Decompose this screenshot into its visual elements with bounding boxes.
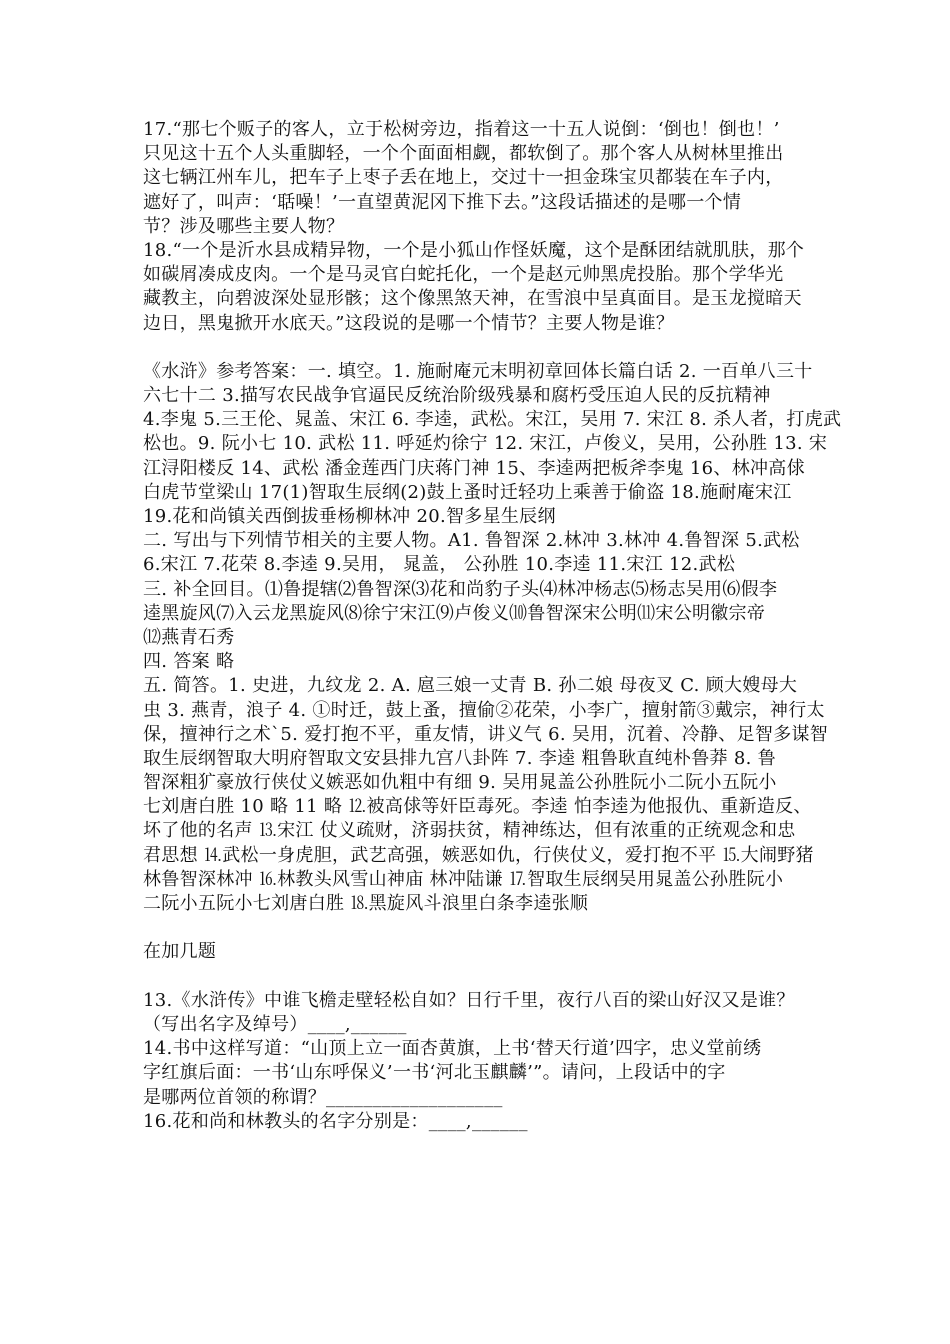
- answer-line: 五. 简答。1. 史进，九纹龙 2. A. 扈三娘一丈青 B. 孙二娘 母夜叉 C. 顾大嫂母大: [143, 675, 798, 697]
- question-line: 藏教主，向碧波深处显形骸；这个像黑煞天神，在雪浪中呈真面目。是玉龙搅暗天: [143, 288, 802, 310]
- question-line: 16.花和尚和林教头的名字分别是：____,______: [143, 1110, 528, 1132]
- answer-line: 七刘唐白胜 10 略 11 略 ⒓被高俅等奸臣毒死。李逵 怕李逵为他报仇、重新造反、: [143, 796, 812, 818]
- answer-line: 二. 写出与下列情节相关的主要人物。A1. 鲁智深 2.林冲 3.林冲 4.鲁智深 5.武松: [143, 530, 800, 552]
- answer-line: 逵黑旋风⑺入云龙黑旋风⑻徐宁宋江⑼卢俊义⑽鲁智深宋公明⑾宋公明徽宗帝: [143, 602, 766, 624]
- answer-line: 取生辰纲智取大明府智取文安县排九宫八卦阵 7. 李逵 粗鲁耿直纯朴鲁莽 8. 鲁: [143, 747, 776, 769]
- answer-line: 三. 补全回目。⑴鲁提辖⑵鲁智深⑶花和尚豹子头⑷林冲杨志⑸杨志吴用⑹假李: [143, 578, 778, 600]
- questions-block-2: [143, 989, 823, 1134]
- answer-line: 二阮小五阮小七刘唐白胜 ⒙黑旋风斗浪里白条李逵张顺: [143, 893, 589, 914]
- answer-line: 保，擅神行之术`5. 爱打抱不平，重友情，讲义气 6. 吴用，沉着、冷静、足智多谋智: [143, 723, 829, 745]
- spacer: [143, 916, 823, 940]
- question-line: 遮好了，叫声：‘聒噪！’一直望黄泥冈下推下去。”这段话描述的是哪一个情: [143, 191, 742, 213]
- questions-block-1: [143, 118, 823, 336]
- question-line: 只见这十五个人头重脚轻，一个个面面相觑，都软倒了。那个客人从树林里推出: [143, 143, 784, 165]
- answer-line: 六七十二 3.描写农民战争官逼民反统治阶级残暴和腐朽受压迫人民的反抗精神: [143, 385, 771, 407]
- question-line: 节？涉及哪些主要人物？: [143, 215, 345, 237]
- extra-heading: 在加几题: [143, 941, 217, 963]
- question-line: 边日，黑鬼掀开水底天。”这段说的是哪一个情节？主要人物是谁？: [143, 312, 675, 334]
- spacer: [143, 336, 823, 360]
- question-line: 17.“那七个贩子的客人，立于松树旁边，指着这一十五人说倒：‘倒也！倒也！’: [143, 119, 780, 140]
- answers-block: [143, 360, 842, 916]
- document-page: [143, 118, 842, 1134]
- spacer: [143, 965, 823, 989]
- question-line: 如碳屑凑成皮肉。一个是马灵官白蛇托化，一个是赵元帅黑虎投胎。那个学华光: [143, 264, 784, 286]
- question-line: 这七辆江州车儿，把车子上枣子丢在地上，交过十一担金珠宝贝都装在车子内，: [143, 167, 784, 189]
- answer-line: 4.李鬼 5.三王伦、晁盖、宋江 6. 李逵，武松。宋江，吴用 7. 宋江 8. 杀人者，打虎武: [143, 409, 842, 431]
- question-line: 是哪两位首领的称谓？___________________: [143, 1086, 503, 1108]
- answer-line: 智深粗犷豪放行侠仗义嫉恶如仇粗中有细 9. 吴用晁盖公孙胜阮小二阮小五阮小: [143, 772, 777, 794]
- question-line: 13.《水浒传》中谁飞檐走壁轻松自如？日行千里，夜行八百的梁山好汉又是谁？: [143, 989, 795, 1011]
- answer-line: 坏了他的名声 ⒔宋江 仗义疏财，济弱扶贫，精神练达，但有浓重的正统观念和忠: [143, 820, 796, 842]
- answer-line: 6.宋江 7.花荣 8.李逵 9.吴用， 晁盖， 公孙胜 10.李逵 11.宋江 12.武松: [143, 554, 736, 576]
- answer-line: 松也。9. 阮小七 10. 武松 11. 呼延灼徐宁 12. 宋江，卢俊义，吴用，公孙胜 13. 宋: [143, 433, 828, 455]
- answer-line: 白虎节堂梁山 17(1)智取生辰纲(2)鼓上蚤时迁轻功上乘善于偷盗 18.施耐庵宋江: [143, 481, 792, 503]
- answer-line: 19.花和尚镇关西倒拔垂杨柳林冲 20.智多星生辰纲: [143, 506, 556, 527]
- answer-line: 《水浒》参考答案：一. 填空。1. 施耐庵元末明初章回体长篇白话 2. 一百单八三十: [143, 360, 813, 382]
- question-line: 字红旗后面：一书‘山东呼保义’一书‘河北玉麒麟’”。请问，上段话中的字: [143, 1062, 726, 1084]
- answer-line: 江浔阳楼反 14、武松 潘金莲西门庆蒋门神 15、李逵两把板斧李鬼 16、林冲高俅: [143, 457, 805, 479]
- answer-line: 林鲁智深林冲 ⒗林教头风雪山神庙 林冲陆谦 ⒘智取生辰纲吴用晁盖公孙胜阮小: [143, 868, 784, 890]
- answer-line: ⑿燕青石秀: [143, 626, 235, 648]
- question-line: 18.“一个是沂水县成精异物，一个是小狐山作怪妖魔，这个是酥团结就肌肤，那个: [143, 239, 805, 261]
- answer-line: 四. 答案 略: [143, 651, 235, 673]
- question-line: 14.书中这样写道：“山顶上立一面杏黄旗，上书‘替天行道’四字，忠义堂前绣: [143, 1038, 762, 1060]
- answer-line: 虫 3. 燕青，浪子 4. ①时迁，鼓上蚤，擅偷②花荣，小李广，擅射箭③戴宗，神行太: [143, 699, 825, 721]
- question-line: （写出名字及绰号）____,______: [143, 1013, 407, 1035]
- answer-line: 君思想 ⒕武松一身虎胆，武艺高强，嫉恶如仇，行侠仗义，爱打抱不平 ⒖大闹野猪: [143, 844, 814, 866]
